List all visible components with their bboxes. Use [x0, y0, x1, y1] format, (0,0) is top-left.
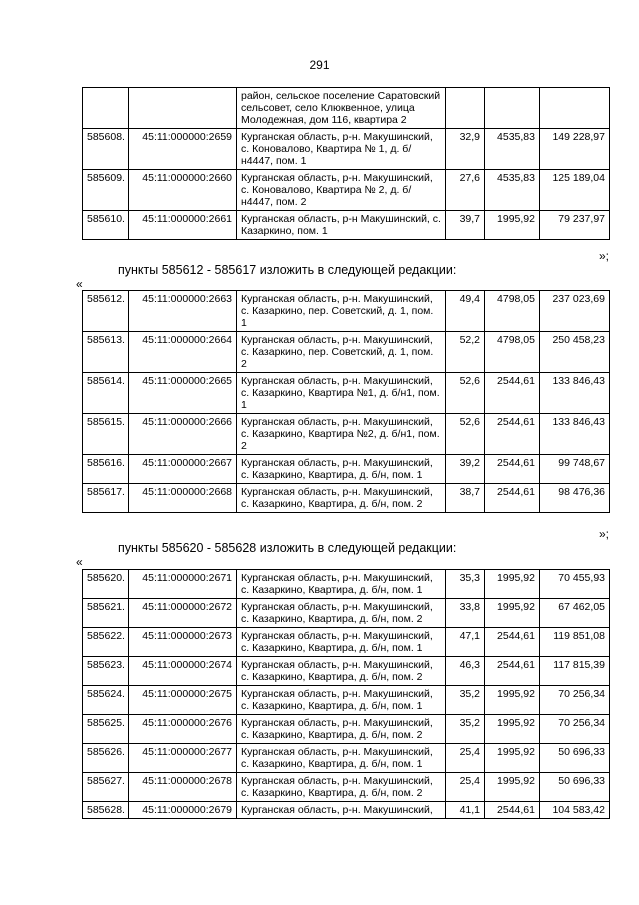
- cell-cadastral-value: 99 748,67: [540, 455, 610, 484]
- cell-cadastral-number: 45:11:000000:2661: [129, 211, 237, 240]
- cell-address: Курганская область, р-н. Макушинский, с. Коновалово, Квартира № 1, д. б/н4447, пом. 1: [237, 129, 446, 170]
- table-row: [83, 291, 610, 332]
- cell-address: Курганская область, р-н. Макушинский, с. Казаркино, Квартира, д. б/н, пом. 1: [237, 686, 446, 715]
- cell-area: 47,1: [446, 628, 485, 657]
- cell-cadastral-value: 70 455,93: [540, 570, 610, 599]
- cell-area: 35,2: [446, 715, 485, 744]
- cell-cadastral-value: 133 846,43: [540, 373, 610, 414]
- cell-item-number: 585608.: [83, 129, 129, 170]
- table-row: [83, 455, 610, 484]
- cell-address: Курганская область, р-н. Макушинский, с. Казаркино, Квартира, д. б/н, пом. 2: [237, 657, 446, 686]
- cell-cadastral-value: 50 696,33: [540, 773, 610, 802]
- cell-cadastral-number: 45:11:000000:2672: [129, 599, 237, 628]
- cell-cadastral-value: 79 237,97: [540, 211, 610, 240]
- cell-item-number: 585620.: [83, 570, 129, 599]
- cell-item-number: 585626.: [83, 744, 129, 773]
- table-row: [83, 129, 610, 170]
- cell-cadastral-number: [129, 88, 237, 129]
- table-row: [83, 88, 610, 129]
- table-row: [83, 773, 610, 802]
- cell-area: 49,4: [446, 291, 485, 332]
- registry-table-2: [82, 290, 610, 513]
- cell-cadastral-value: 104 583,42: [540, 802, 610, 819]
- cell-cadastral-value: 117 815,39: [540, 657, 610, 686]
- opening-quote-2: «: [76, 555, 83, 569]
- cell-item-number: 585622.: [83, 628, 129, 657]
- cell-item-number: 585614.: [83, 373, 129, 414]
- cell-area: 39,7: [446, 211, 485, 240]
- cell-address: Курганская область, р-н. Макушинский, с. Казаркино, Квартира, д. б/н, пом. 1: [237, 744, 446, 773]
- cell-address: Курганская область, р-н. Макушинский, с. Казаркино, Квартира, д. б/н, пом. 2: [237, 484, 446, 513]
- cell-cadastral-number: 45:11:000000:2667: [129, 455, 237, 484]
- cell-cadastral-number: 45:11:000000:2671: [129, 570, 237, 599]
- cell-address: Курганская область, р-н. Макушинский,: [237, 802, 446, 819]
- cell-cadastral-value: 67 462,05: [540, 599, 610, 628]
- cell-address: Курганская область, р-н. Макушинский, с. Казаркино, Квартира, д. б/н, пом. 2: [237, 599, 446, 628]
- cell-cadastral-number: 45:11:000000:2663: [129, 291, 237, 332]
- cell-cadastral-number: 45:11:000000:2677: [129, 744, 237, 773]
- cell-area: 41,1: [446, 802, 485, 819]
- cell-address: Курганская область, р-н. Макушинский, с. Казаркино, Квартира №2, д. б/н1, пом. 2: [237, 414, 446, 455]
- cell-area: 25,4: [446, 744, 485, 773]
- closing-quote-2: »;: [598, 527, 609, 541]
- cell-cadastral-number: 45:11:000000:2666: [129, 414, 237, 455]
- cell-item-number: 585627.: [83, 773, 129, 802]
- cell-area: 25,4: [446, 773, 485, 802]
- cell-cadastral-number: 45:11:000000:2674: [129, 657, 237, 686]
- table-row: [83, 373, 610, 414]
- cell-address: Курганская область, р-н. Макушинский, с. Коновалово, Квартира № 2, д. б/н4447, пом. 2: [237, 170, 446, 211]
- cell-cadastral-value: 149 228,97: [540, 129, 610, 170]
- table-row: [83, 211, 610, 240]
- amendment-instruction-1: пункты 585612 - 585617 изложить в следующей редакции:: [118, 263, 457, 277]
- cell-unit-value: 4535,83: [485, 129, 540, 170]
- cell-address: Курганская область, р-н. Макушинский, с. Казаркино, Квартира, д. б/н, пом. 2: [237, 773, 446, 802]
- registry-table-1: [82, 87, 610, 240]
- cell-item-number: 585612.: [83, 291, 129, 332]
- table-row: [83, 332, 610, 373]
- cell-item-number: 585625.: [83, 715, 129, 744]
- cell-address: Курганская область, р-н. Макушинский, с. Казаркино, Квартира, д. б/н, пом. 2: [237, 715, 446, 744]
- cell-cadastral-number: 45:11:000000:2675: [129, 686, 237, 715]
- cell-area: 32,9: [446, 129, 485, 170]
- cell-unit-value: 2544,61: [485, 628, 540, 657]
- cell-address: Курганская область, р-н. Макушинский, с. Казаркино, Квартира, д. б/н, пом. 1: [237, 570, 446, 599]
- table-row: [83, 570, 610, 599]
- cell-unit-value: 1995,92: [485, 686, 540, 715]
- cell-cadastral-value: 250 458,23: [540, 332, 610, 373]
- cell-item-number: 585609.: [83, 170, 129, 211]
- cell-item-number: 585616.: [83, 455, 129, 484]
- registry-table-3: [82, 569, 610, 819]
- cell-unit-value: 1995,92: [485, 744, 540, 773]
- cell-unit-value: 2544,61: [485, 455, 540, 484]
- cell-address: Курганская область, р-н. Макушинский, с. Казаркино, Квартира, д. б/н, пом. 1: [237, 455, 446, 484]
- cell-address: Курганская область, р-н. Макушинский, с. Казаркино, Квартира №1, д. б/н1, пом. 1: [237, 373, 446, 414]
- cell-cadastral-number: 45:11:000000:2668: [129, 484, 237, 513]
- cell-cadastral-number: 45:11:000000:2659: [129, 129, 237, 170]
- cell-cadastral-value: [540, 88, 610, 129]
- cell-cadastral-number: 45:11:000000:2664: [129, 332, 237, 373]
- cell-item-number: [83, 88, 129, 129]
- cell-unit-value: 1995,92: [485, 715, 540, 744]
- cell-unit-value: 4798,05: [485, 291, 540, 332]
- table-row: [83, 628, 610, 657]
- cell-cadastral-number: 45:11:000000:2678: [129, 773, 237, 802]
- cell-item-number: 585613.: [83, 332, 129, 373]
- closing-quote-1: »;: [598, 249, 609, 263]
- cell-item-number: 585610.: [83, 211, 129, 240]
- cell-item-number: 585628.: [83, 802, 129, 819]
- cell-area: 52,6: [446, 373, 485, 414]
- cell-item-number: 585624.: [83, 686, 129, 715]
- cell-address: Курганская область, р-н Макушинский, с. Казаркино, пом. 1: [237, 211, 446, 240]
- cell-unit-value: 2544,61: [485, 802, 540, 819]
- cell-cadastral-number: 45:11:000000:2676: [129, 715, 237, 744]
- cell-cadastral-value: 70 256,34: [540, 715, 610, 744]
- cell-area: 38,7: [446, 484, 485, 513]
- table-row: [83, 657, 610, 686]
- table-row: [83, 686, 610, 715]
- cell-area: 33,8: [446, 599, 485, 628]
- cell-unit-value: 2544,61: [485, 484, 540, 513]
- cell-unit-value: 2544,61: [485, 414, 540, 455]
- cell-item-number: 585615.: [83, 414, 129, 455]
- cell-unit-value: 4535,83: [485, 170, 540, 211]
- cell-item-number: 585623.: [83, 657, 129, 686]
- cell-unit-value: 1995,92: [485, 570, 540, 599]
- cell-area: 52,2: [446, 332, 485, 373]
- cell-area: 52,6: [446, 414, 485, 455]
- cell-cadastral-value: 125 189,04: [540, 170, 610, 211]
- cell-unit-value: 1995,92: [485, 599, 540, 628]
- cell-cadastral-value: 98 476,36: [540, 484, 610, 513]
- cell-cadastral-value: 133 846,43: [540, 414, 610, 455]
- cell-unit-value: [485, 88, 540, 129]
- cell-area: 39,2: [446, 455, 485, 484]
- cell-unit-value: 4798,05: [485, 332, 540, 373]
- cell-cadastral-value: 237 023,69: [540, 291, 610, 332]
- cell-unit-value: 2544,61: [485, 657, 540, 686]
- cell-cadastral-number: 45:11:000000:2660: [129, 170, 237, 211]
- cell-area: 46,3: [446, 657, 485, 686]
- cell-area: [446, 88, 485, 129]
- amendment-instruction-2: пункты 585620 - 585628 изложить в следующей редакции:: [118, 541, 457, 555]
- cell-unit-value: 2544,61: [485, 373, 540, 414]
- cell-area: 35,2: [446, 686, 485, 715]
- cell-area: 27,6: [446, 170, 485, 211]
- cell-cadastral-value: 70 256,34: [540, 686, 610, 715]
- cell-cadastral-number: 45:11:000000:2679: [129, 802, 237, 819]
- table-row: [83, 802, 610, 819]
- table-row: [83, 715, 610, 744]
- table-row: [83, 484, 610, 513]
- page-number: 291: [309, 58, 330, 72]
- table-row: [83, 599, 610, 628]
- cell-item-number: 585621.: [83, 599, 129, 628]
- cell-cadastral-value: 50 696,33: [540, 744, 610, 773]
- opening-quote-1: «: [76, 277, 83, 291]
- cell-unit-value: 1995,92: [485, 773, 540, 802]
- cell-address: Курганская область, р-н. Макушинский, с. Казаркино, пер. Советский, д. 1, пом. 2: [237, 332, 446, 373]
- cell-unit-value: 1995,92: [485, 211, 540, 240]
- cell-address: Курганская область, р-н. Макушинский, с. Казаркино, Квартира, д. б/н, пом. 1: [237, 628, 446, 657]
- cell-item-number: 585617.: [83, 484, 129, 513]
- cell-cadastral-value: 119 851,08: [540, 628, 610, 657]
- cell-address: Курганская область, р-н. Макушинский, с. Казаркино, пер. Советский, д. 1, пом. 1: [237, 291, 446, 332]
- cell-area: 35,3: [446, 570, 485, 599]
- table-row: [83, 414, 610, 455]
- table-row: [83, 744, 610, 773]
- table-row: [83, 170, 610, 211]
- cell-address: район, сельское поселение Саратовский сельсовет, село Клюквенное, улица Молодежная, дом 116, квартира 2: [237, 88, 446, 129]
- cell-cadastral-number: 45:11:000000:2673: [129, 628, 237, 657]
- cell-cadastral-number: 45:11:000000:2665: [129, 373, 237, 414]
